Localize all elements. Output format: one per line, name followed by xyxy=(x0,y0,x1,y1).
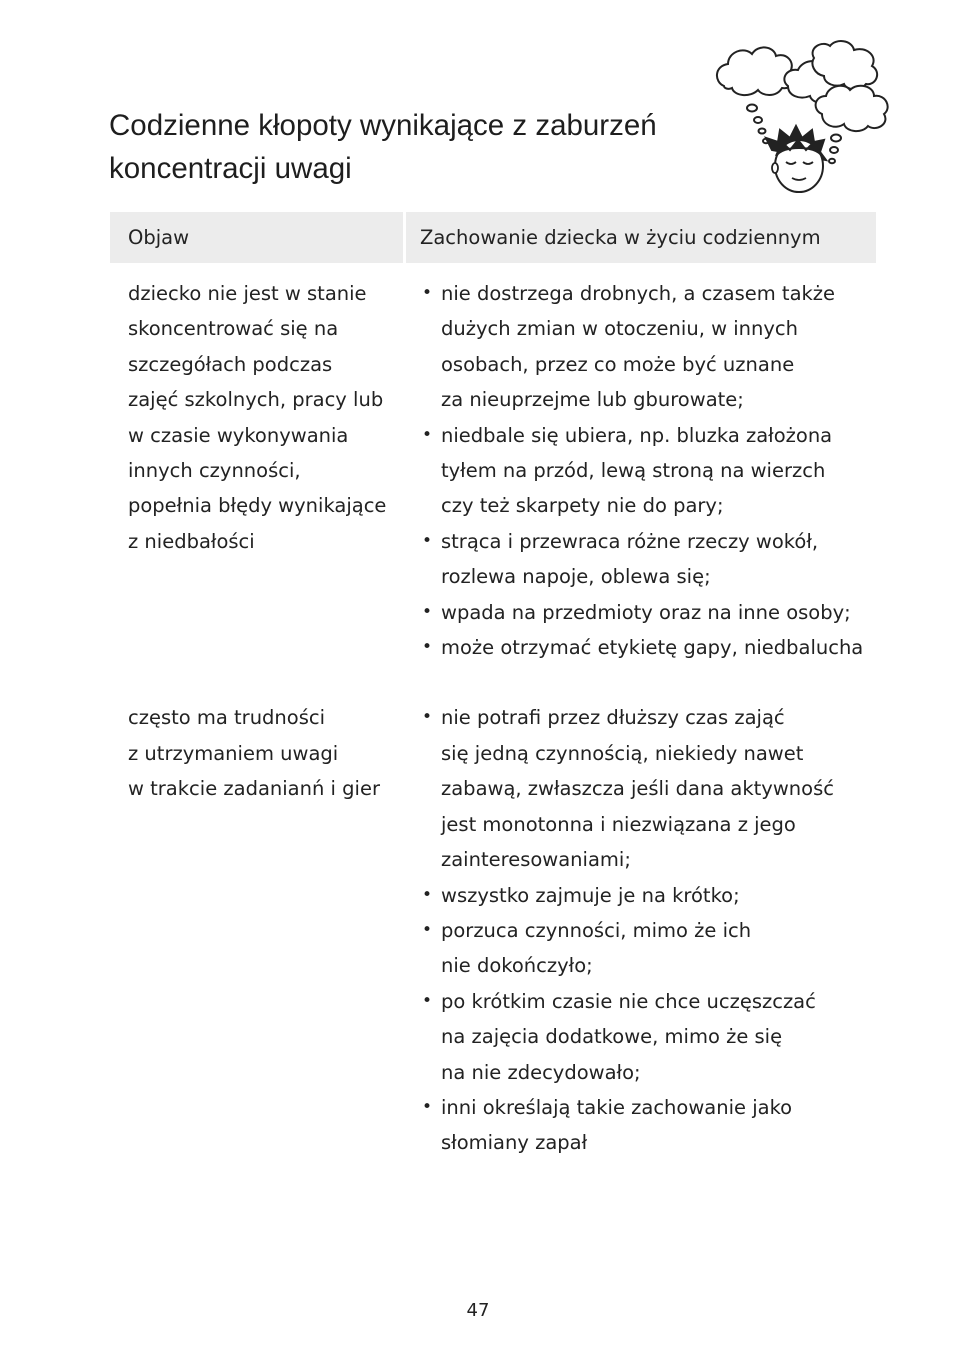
behaviour-line: na zajęcia dodatkowe, mimo że się xyxy=(441,1025,783,1049)
behaviour-line: • niedbale się ubiera, np. bluzka założona xyxy=(441,423,833,447)
behaviour-line: na nie zdecydowało; xyxy=(441,1060,641,1084)
behaviour-cell xyxy=(406,276,876,665)
page-title xyxy=(109,104,719,190)
column-header-symptom: Objaw xyxy=(110,212,403,263)
behaviour-item xyxy=(110,524,876,595)
title-line: Codzienne kłopoty wynikające z zaburzeń xyxy=(109,109,657,142)
behaviour-line: słomiany zapał xyxy=(441,1131,588,1155)
symptom-line: innych czynności, xyxy=(128,459,301,483)
symptom-line: często ma trudności xyxy=(128,706,326,730)
behaviour-line: • wszystko zajmuje je na krótko; xyxy=(441,883,740,907)
behaviour-line: nie dokończyło; xyxy=(441,954,593,978)
thinking-boy-with-clouds-icon xyxy=(706,38,916,198)
behaviour-item xyxy=(110,630,876,665)
behaviour-item xyxy=(110,1090,876,1161)
behaviour-line: rozlewa napoje, oblewa się; xyxy=(441,565,711,589)
behaviour-line: • inni określają takie zachowanie jako xyxy=(441,1095,793,1119)
behaviour-line: jest monotonna i niezwiązana z jego xyxy=(441,812,796,836)
symptom-line: z niedbałości xyxy=(128,529,255,553)
symptom-line: skoncentrować się na xyxy=(128,317,339,341)
symptom-line: z utrzymaniem uwagi xyxy=(128,741,339,765)
symptom-line: szczegółach podczas xyxy=(128,352,333,376)
behaviour-line: • po krótkim czasie nie chce uczęszczać xyxy=(441,989,816,1013)
behaviour-line: • strąca i przewraca różne rzeczy wokół, xyxy=(441,529,819,553)
behaviour-line: za nieuprzejme lub gburowate; xyxy=(441,388,744,412)
behaviour-line: • wpada na przedmioty oraz na inne osoby; xyxy=(441,600,851,624)
behaviour-line: • może otrzymać etykietę gapy, niedbalucha xyxy=(441,636,864,660)
table-row xyxy=(110,263,876,665)
behaviour-item xyxy=(110,878,876,913)
behaviour-line: zainteresowaniami; xyxy=(441,848,631,872)
behaviour-line: • nie potrafi przez dłuższy czas zająć xyxy=(441,706,785,730)
symptom-line: zajęć szkolnych, pracy lub xyxy=(128,388,384,412)
symptom-line: popełnia błędy wynikające xyxy=(128,494,387,518)
column-header-behaviour: Zachowanie dziecka w życiu codziennym xyxy=(406,212,876,263)
behaviour-item xyxy=(110,700,876,877)
symptom-line: w trakcie zadanianń i gier xyxy=(128,777,380,801)
behaviour-line: się jedną czynnością, niekiedy nawet xyxy=(441,741,804,765)
behaviour-line: zabawą, zwłaszcza jeśli dana aktywność xyxy=(441,777,834,801)
title-line: koncentracji uwagi xyxy=(109,152,352,185)
behaviour-item xyxy=(110,913,876,984)
behaviour-item xyxy=(110,595,876,630)
behaviour-item xyxy=(110,984,876,1090)
symptoms-table xyxy=(110,212,876,1161)
behaviour-item xyxy=(110,276,876,418)
behaviour-item xyxy=(110,418,876,524)
behaviour-line: czy też skarpety nie do pary; xyxy=(441,494,724,518)
behaviour-line: osobach, przez co może być uznane xyxy=(441,352,795,376)
behaviour-line: tyłem na przód, lewą stroną na wierzch xyxy=(441,459,826,483)
symptom-line: w czasie wykonywania xyxy=(128,423,349,447)
behaviour-cell xyxy=(406,700,876,1160)
table-row xyxy=(110,665,876,1160)
behaviour-line: • nie dostrzega drobnych, a czasem także xyxy=(441,282,836,305)
behaviour-line: • porzuca czynności, mimo że ich xyxy=(441,918,752,942)
symptom-line: dziecko nie jest w stanie xyxy=(128,282,367,305)
page-number: 47 xyxy=(466,1300,490,1321)
behaviour-line: dużych zmian w otoczeniu, w innych xyxy=(441,317,798,341)
table-header xyxy=(110,212,876,263)
